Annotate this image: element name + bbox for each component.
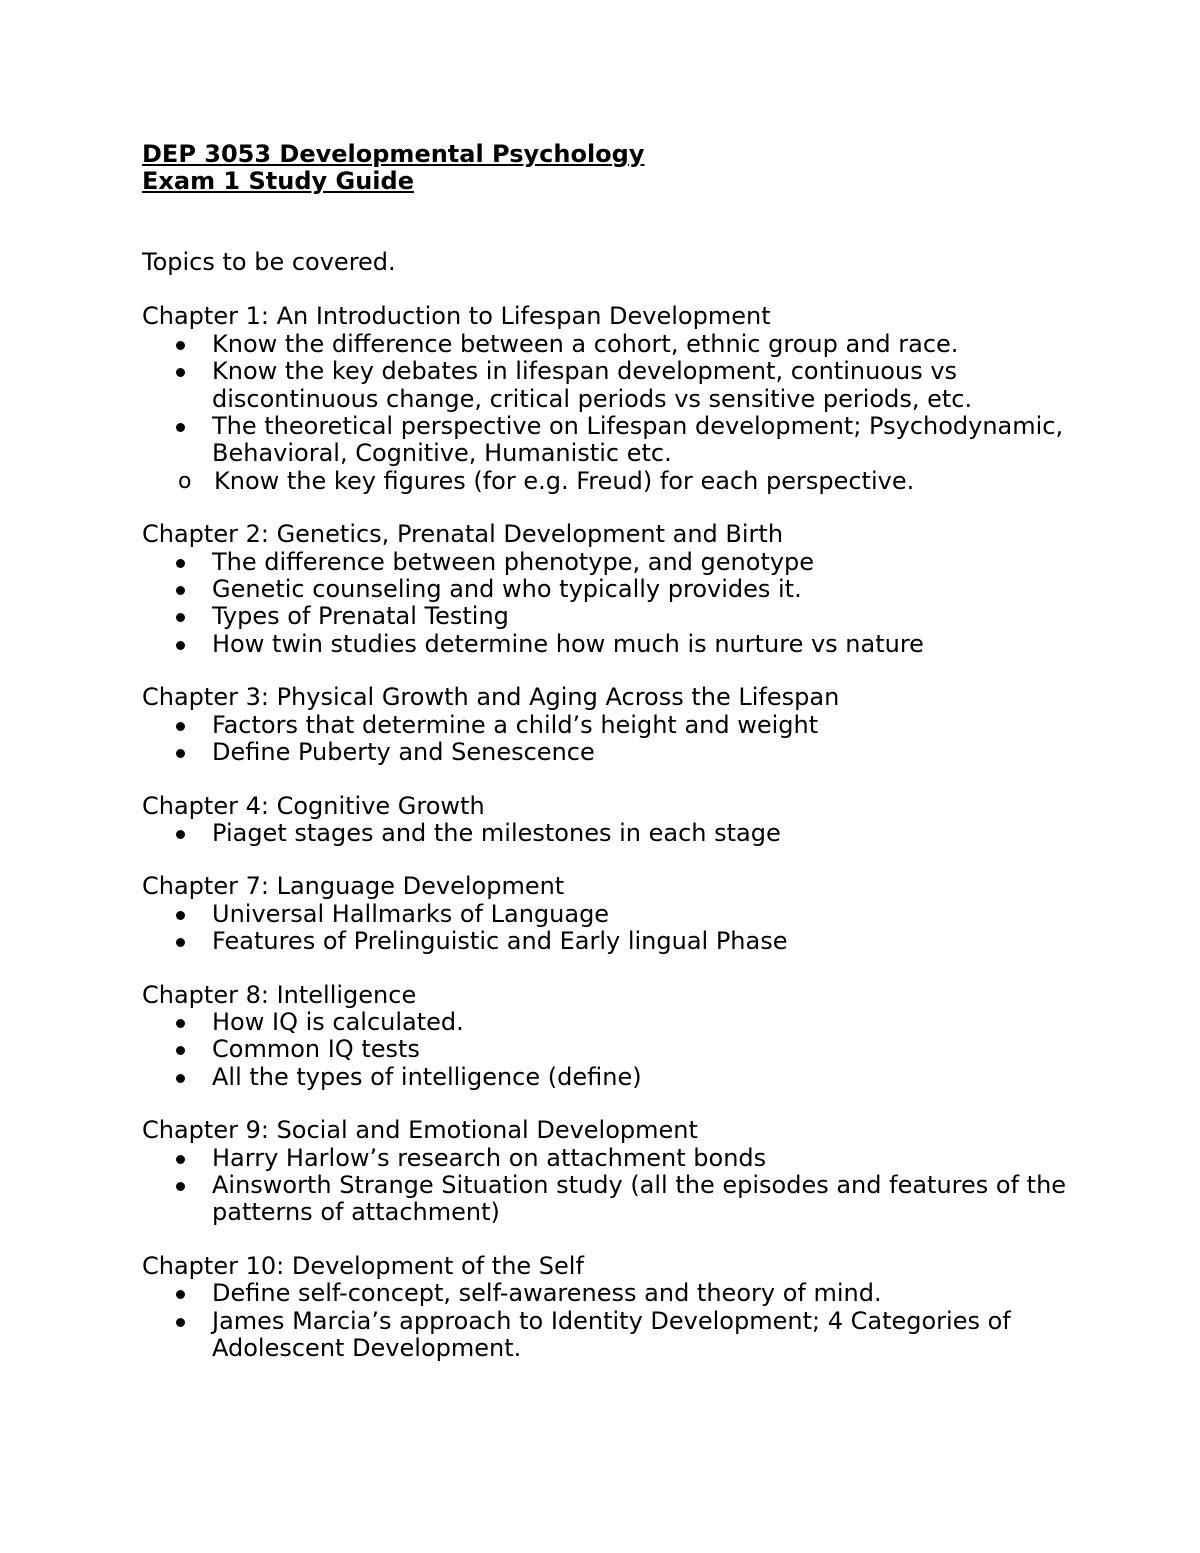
chapter-title: Chapter 7: Language Development xyxy=(142,872,565,901)
chapter-3-section xyxy=(142,684,1102,766)
chapter-10-section xyxy=(142,1253,1102,1363)
bullet-list xyxy=(142,712,1102,767)
list-item: Genetic counseling and who typically provides it. xyxy=(142,576,1102,603)
chapter-2-section xyxy=(142,521,1102,658)
list-item: Universal Hallmarks of Language xyxy=(142,901,1102,928)
list-item: How IQ is calculated. xyxy=(142,1009,1102,1036)
list-item: The theoretical perspective on Lifespan development; Psychodynamic, Behavioral, Cognitive, Humanistic etc. xyxy=(142,413,1102,468)
chapter-9-section xyxy=(142,1117,1102,1227)
chapter-title: Chapter 3: Physical Growth and Aging Across the Lifespan xyxy=(142,683,840,712)
chapter-7-section xyxy=(142,873,1102,955)
chapter-8-section xyxy=(142,982,1102,1092)
bullet-list xyxy=(142,1280,1102,1362)
chapter-title: Chapter 2: Genetics, Prenatal Development and Birth xyxy=(142,520,784,549)
list-item: The difference between phenotype, and genotype xyxy=(142,549,1102,576)
bullet-list xyxy=(142,901,1102,956)
chapter-title: Chapter 9: Social and Emotional Development xyxy=(142,1116,698,1145)
chapter-4-section xyxy=(142,793,1102,848)
list-item: Ainsworth Strange Situation study (all the episodes and features of the patterns of attachment) xyxy=(142,1172,1102,1227)
chapter-title: Chapter 1: An Introduction to Lifespan Development xyxy=(142,302,771,331)
list-item: Features of Prelinguistic and Early lingual Phase xyxy=(142,928,1102,955)
list-item: All the types of intelligence (define) xyxy=(142,1064,1102,1091)
list-item: Factors that determine a child’s height and weight xyxy=(142,712,1102,739)
chapter-1-section xyxy=(142,303,1102,495)
list-item: How twin studies determine how much is nurture vs nature xyxy=(142,631,1102,658)
list-item: James Marcia’s approach to Identity Development; 4 Categories of Adolescent Development. xyxy=(142,1308,1102,1363)
chapter-title: Chapter 4: Cognitive Growth xyxy=(142,791,485,820)
bullet-list xyxy=(142,549,1102,659)
list-item: Harry Harlow’s research on attachment bonds xyxy=(142,1145,1102,1172)
bullet-list xyxy=(142,1145,1102,1227)
list-item: Know the key debates in lifespan development, continuous vs discontinuous change, critical periods vs sensitive periods, etc. xyxy=(142,358,1102,413)
chapter-title: Chapter 10: Development of the Self xyxy=(142,1251,584,1280)
list-item: Know the difference between a cohort, ethnic group and race. xyxy=(142,331,1102,358)
course-title: DEP 3053 Developmental Psychology xyxy=(142,140,645,168)
chapter-title: Chapter 8: Intelligence xyxy=(142,980,417,1009)
list-item: Types of Prenatal Testing xyxy=(142,603,1102,630)
intro-text: Topics to be covered. xyxy=(142,248,396,276)
list-item: Define Puberty and Senescence xyxy=(142,739,1102,766)
sub-list-item: o Know the key figures (for e.g. Freud) for each perspective. xyxy=(142,468,1102,495)
bullet-list xyxy=(142,331,1102,468)
bullet-list xyxy=(142,1009,1102,1091)
list-item: Define self-concept, self-awareness and theory of mind. xyxy=(142,1280,1102,1307)
document-page xyxy=(142,141,1102,1388)
bullet-list xyxy=(142,820,1102,847)
guide-title: Exam 1 Study Guide xyxy=(142,167,414,195)
sub-bullet-list xyxy=(142,468,1102,495)
list-item: Common IQ tests xyxy=(142,1036,1102,1063)
list-item: Piaget stages and the milestones in each stage xyxy=(142,820,1102,847)
